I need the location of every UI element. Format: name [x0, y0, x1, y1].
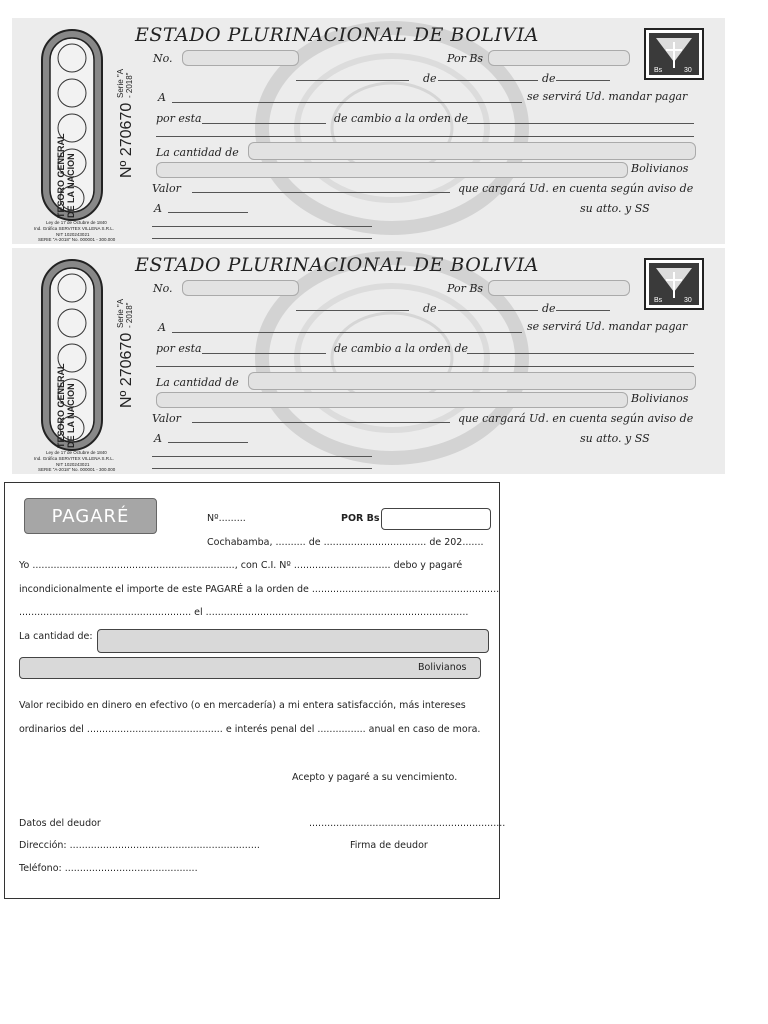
por-bs-field[interactable] [488, 280, 630, 296]
fecha-line[interactable]: Cochabamba, .......... de .................................. de 202....... [207, 537, 484, 548]
orden-line-2[interactable] [156, 366, 694, 367]
de-label-2: de [542, 302, 556, 315]
por-bs-label: POR Bs [341, 513, 380, 524]
document-title: ESTADO PLURINACIONAL DE BOLIVIA [135, 254, 539, 276]
cantidad-label: La cantidad de: [19, 631, 93, 642]
date-line-month[interactable] [438, 310, 538, 311]
bolivianos-label: Bolivianos [631, 162, 689, 175]
servira-label: se servirá Ud. mandar pagar [527, 90, 688, 103]
serie-label: Serie "A - 2018" [116, 299, 134, 328]
letra-de-cambio-1 [12, 18, 725, 244]
folio-number: Nº 270670 [118, 332, 135, 408]
bolivianos-label: Bolivianos [418, 662, 467, 673]
a2-label: A [154, 202, 162, 215]
stub [12, 248, 147, 474]
orden-line[interactable]: incondicionalmente el importe de este PAGARÉ a la orden de .............................................................. [19, 584, 500, 595]
a2-line[interactable] [168, 442, 248, 443]
a-line[interactable] [172, 332, 522, 333]
firma-label: Firma de deudor [350, 840, 428, 851]
a2-label: A [154, 432, 162, 445]
a2-line[interactable] [168, 212, 248, 213]
valor-label: Valor [152, 182, 181, 195]
no-field[interactable] [182, 280, 299, 296]
cargara-label: que cargará Ud. en cuenta según aviso de [458, 412, 694, 425]
cantidad-label: La cantidad de [156, 376, 239, 389]
cambio-label: de cambio a la orden de [334, 342, 469, 355]
pagare-badge: PAGARÉ [24, 498, 157, 534]
letra-de-cambio-2 [12, 248, 725, 474]
a-label: A [158, 321, 166, 334]
stub-text: TESORO GENERAL DE LA NACION [56, 363, 76, 448]
telefono-field[interactable]: Teléfono: ............................................ [19, 863, 198, 874]
acepto-text: Acepto y pagaré a su vencimiento. [292, 772, 458, 783]
no-label: No. [153, 282, 173, 295]
cantidad-field[interactable] [248, 142, 696, 160]
cantidad-field-2[interactable] [156, 392, 628, 408]
cantidad-field-2[interactable] [156, 162, 628, 178]
cargara-label: que cargará Ud. en cuenta según aviso de [458, 182, 694, 195]
cantidad-box[interactable] [97, 629, 489, 653]
valor-label: Valor [152, 412, 181, 425]
firma-line[interactable]: ................................................................. [309, 818, 506, 829]
serie-label: Serie "A - 2018" [116, 69, 134, 98]
sign-line-2[interactable] [152, 238, 372, 239]
ley-text: Ley de 17 de Octubre de 1840 [46, 450, 107, 455]
atto-label: su atto. y SS [580, 432, 650, 445]
servira-label: se servirá Ud. mandar pagar [527, 320, 688, 333]
datos-deudor-label: Datos del deudor [19, 818, 101, 829]
por-bs-label: Por Bs [447, 282, 484, 295]
no-field[interactable] [182, 50, 299, 66]
de-label-1: de [423, 302, 437, 315]
por-bs-label: Por Bs [447, 52, 484, 65]
folio-number: Nº 270670 [118, 102, 135, 178]
stub [12, 18, 147, 244]
por-esta-label: por esta [156, 112, 202, 125]
date-line-year[interactable] [556, 80, 610, 81]
cantidad-field[interactable] [248, 372, 696, 390]
a-line[interactable] [172, 102, 522, 103]
por-bs-field[interactable] [488, 50, 630, 66]
sign-line-2[interactable] [152, 468, 372, 469]
no-label: No. [153, 52, 173, 65]
valor-line[interactable] [192, 422, 450, 423]
numero-field[interactable]: Nº......... [207, 513, 246, 524]
valor-text-1: Valor recibido en dinero en efectivo (o en mercadería) a mi entera satisfacción, más intereses [19, 700, 466, 711]
stamp-emblem [644, 28, 704, 80]
orden-line[interactable] [467, 353, 694, 354]
emblem-number: 30 [684, 297, 692, 304]
deudor-line[interactable]: Yo ..................................................................., con C.I. Nº ................................ debo y pagaré [19, 560, 463, 571]
date-line-place[interactable] [296, 310, 409, 311]
bolivianos-label: Bolivianos [631, 392, 689, 405]
bolivianos-box[interactable] [19, 657, 481, 679]
de-label-2: de [542, 72, 556, 85]
stamp-emblem [644, 258, 704, 310]
a-label: A [158, 91, 166, 104]
direccion-field[interactable]: Dirección: ............................................................... [19, 840, 260, 851]
stub-text: TESORO GENERAL DE LA NACION [56, 133, 76, 218]
emblem-number: 30 [684, 67, 692, 74]
atto-label: su atto. y SS [580, 202, 650, 215]
cantidad-label: La cantidad de [156, 146, 239, 159]
por-esta-line[interactable] [202, 353, 326, 354]
date-line-year[interactable] [556, 310, 610, 311]
emblem-value: Bs [654, 67, 663, 74]
emblem-value: Bs [654, 297, 663, 304]
imprenta-text: Ind. Gráfica SERVITEX VILLENA S.R.L. [34, 456, 114, 461]
date-line-place[interactable] [296, 80, 409, 81]
orden-line-2[interactable] [156, 136, 694, 137]
lugar-line[interactable]: ......................................................... el ....................................................................................... [19, 607, 469, 618]
date-line-month[interactable] [438, 80, 538, 81]
cambio-label: de cambio a la orden de [334, 112, 469, 125]
ley-text: Ley de 17 de Octubre de 1840 [46, 220, 107, 225]
valor-line[interactable] [192, 192, 450, 193]
valor-text-2[interactable]: ordinarios del ............................................. e interés penal del ................ anual en caso de mora. [19, 724, 481, 735]
nit-text: NIT 1020243021 [56, 462, 90, 467]
por-esta-label: por esta [156, 342, 202, 355]
por-esta-line[interactable] [202, 123, 326, 124]
de-label-1: de [423, 72, 437, 85]
document-title: ESTADO PLURINACIONAL DE BOLIVIA [135, 24, 539, 46]
pagare-form [4, 482, 506, 899]
imprenta-text: Ind. Gráfica SERVITEX VILLENA S.R.L. [34, 226, 114, 231]
por-bs-box[interactable] [381, 508, 491, 530]
serie-text: SERIE "A-2018" No. 000001 - 300.000 [38, 237, 116, 242]
nit-text: NIT 1020243021 [56, 232, 90, 237]
orden-line[interactable] [467, 123, 694, 124]
sign-line-1[interactable] [152, 226, 372, 227]
sign-line-1[interactable] [152, 456, 372, 457]
serie-text: SERIE "A-2018" No. 000001 - 300.000 [38, 467, 116, 472]
